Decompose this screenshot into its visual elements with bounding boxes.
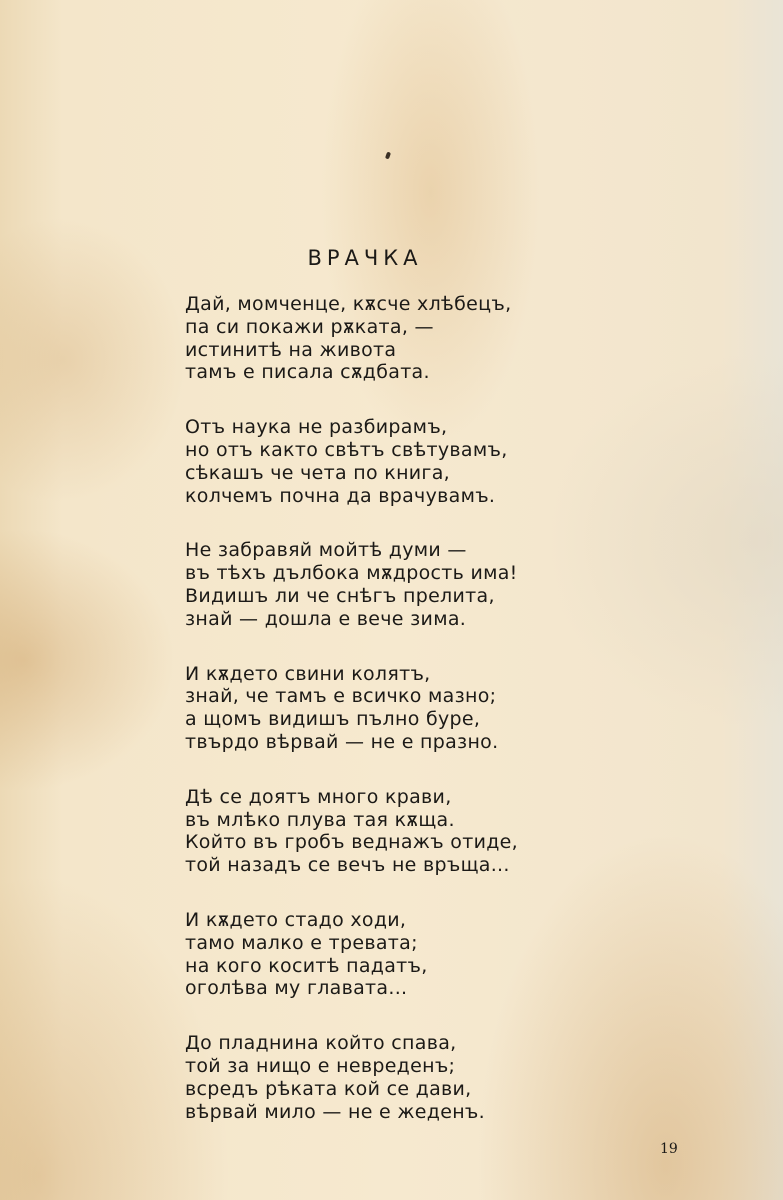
- stanza-5: [185, 786, 585, 877]
- stanza-7: [185, 1032, 585, 1123]
- poem-line: твърдо вѣрвай — не е празно.: [185, 730, 499, 753]
- poem-line: знай — дошла е вече зима.: [185, 607, 467, 630]
- poem-line: И кѫдето свини колятъ,: [185, 662, 431, 685]
- poem-line: сѣкашъ че чета по книга,: [185, 461, 450, 484]
- poem-line: но отъ както свѣтъ свѣтувамъ,: [185, 438, 508, 461]
- poem-line: оголѣва му главата...: [185, 977, 408, 1000]
- stanza-4: [185, 663, 585, 754]
- poem-line: а щомъ видишъ пълно буре,: [185, 708, 481, 731]
- poem-line: вѣрвай мило — не е жеденъ.: [185, 1100, 485, 1123]
- poem-line: И кѫдето стадо ходи,: [185, 908, 407, 931]
- poem-line: Отъ наука не разбирамъ,: [185, 416, 448, 439]
- poem-line: той назадъ се вечъ не връща...: [185, 854, 510, 877]
- poem-line: Който въ гробъ веднажъ отиде,: [185, 831, 518, 854]
- poem-line: въ тѣхъ дълбока мѫдрость има!: [185, 562, 518, 585]
- poem-title: ВРАЧКА: [307, 246, 423, 270]
- stanza-3: [185, 539, 585, 630]
- poem-line: знай, че тамъ е всичко мазно;: [185, 685, 497, 708]
- poem-line: Дѣ се доятъ много крави,: [185, 785, 452, 808]
- poem-line: До пладнина който спава,: [185, 1032, 457, 1055]
- poem-line: истинитѣ на живота: [185, 338, 397, 361]
- poem-line: на кого коситѣ падатъ,: [185, 954, 428, 977]
- poem-line: Не забравяй мойтѣ думи —: [185, 539, 467, 562]
- poem-line: Дай, момченце, кѫсче хлѣбецъ,: [185, 293, 512, 315]
- poem-body: [185, 293, 585, 1155]
- ink-blot: [385, 152, 391, 160]
- stanza-2: [185, 416, 585, 507]
- poem-line: въ млѣко плува тая кѫща.: [185, 808, 455, 831]
- poem-line: той за нищо е невреденъ;: [185, 1054, 456, 1077]
- poem-line: колчемъ почна да врачувамъ.: [185, 484, 496, 507]
- page-number: 19: [660, 1141, 678, 1157]
- poem-line: па си покажи рѫката, —: [185, 315, 434, 338]
- poem-line: Видишъ ли че снѣгъ прелита,: [185, 584, 495, 607]
- poem-line: тамъ е писала сѫдбата.: [185, 361, 430, 384]
- poem-line: тамо малко е тревата;: [185, 931, 418, 954]
- poem-line: всредъ рѣката кой се дави,: [185, 1077, 472, 1100]
- stanza-1: [185, 293, 585, 384]
- stanza-6: [185, 909, 585, 1000]
